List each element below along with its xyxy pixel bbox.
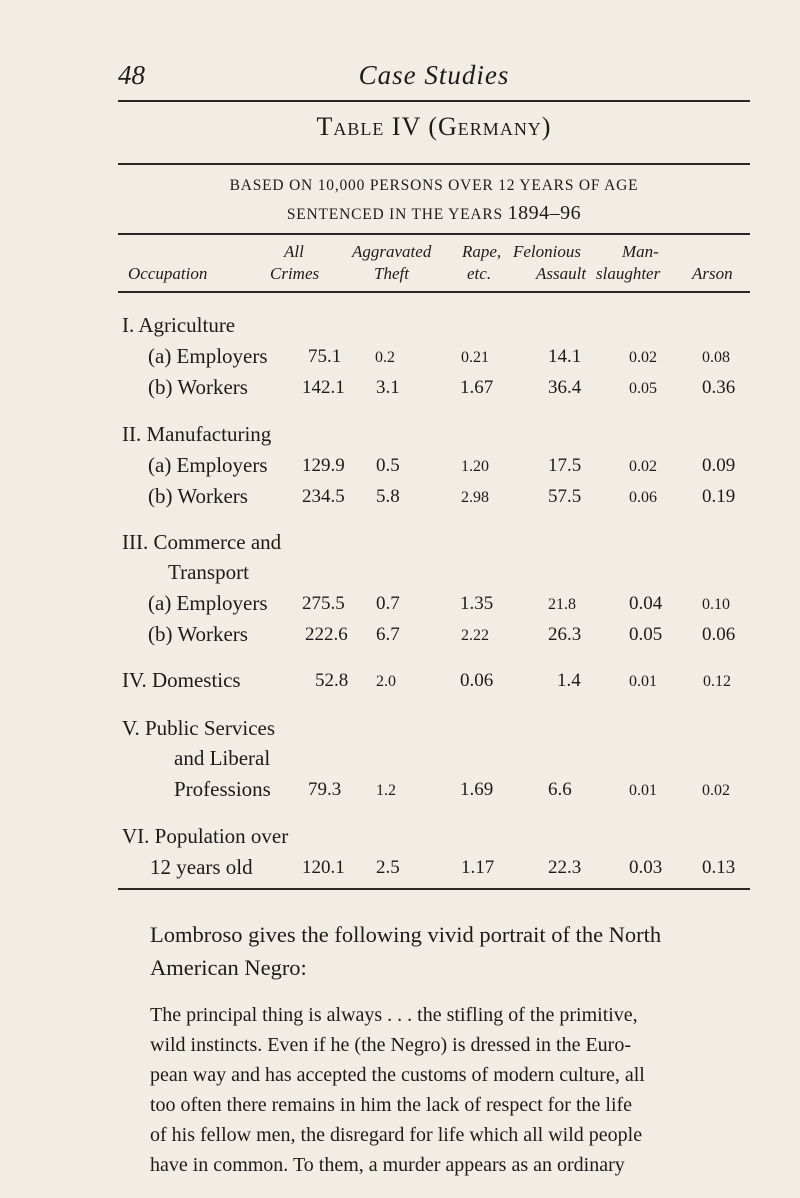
cell-man: 0.05	[629, 380, 657, 397]
basis-text-1: BASED ON 10,000 PERSONS OVER 12 YEARS OF AGE	[229, 177, 639, 194]
quote-line: wild instincts. Even if he (the Negro) is dressed in the Euro-	[150, 1034, 631, 1056]
group-public-services: V. Public Services	[122, 716, 276, 740]
cell-agg: 2.5	[376, 857, 400, 878]
group-agriculture: I. Agriculture	[122, 313, 236, 337]
group-public-services-end: Professions	[174, 777, 271, 801]
cell-rape: 1.17	[461, 857, 495, 878]
cell-arson: 0.12	[703, 673, 731, 690]
row-label: (a) Employers	[148, 591, 268, 615]
cell-man: 0.05	[629, 624, 663, 645]
col-arson: Arson	[692, 264, 733, 283]
group-manufacturing: II. Manufacturing	[122, 422, 272, 446]
row-label: (b) Workers	[148, 484, 248, 508]
basis-years: 1894–96	[507, 202, 582, 224]
cell-fel: 21.8	[548, 596, 576, 613]
cell-all: 142.1	[302, 377, 345, 398]
cell-agg: 5.8	[376, 486, 400, 507]
table-basis-line-2	[118, 202, 750, 225]
intro-paragraph	[150, 918, 750, 984]
col-fel-bottom: Assault	[536, 264, 587, 283]
row-label: (a) Employers	[148, 453, 268, 477]
cell-all: 275.5	[302, 593, 345, 614]
cell-all: 222.6	[305, 624, 348, 645]
quote-line: too often there remains in him the lack of respect for the life	[150, 1094, 633, 1116]
cell-man: 0.06	[629, 489, 657, 506]
cell-agg: 0.2	[375, 349, 395, 366]
cell-man: 0.01	[629, 782, 657, 799]
col-agg-top: Aggravated	[352, 242, 432, 261]
cell-rape: 2.22	[461, 627, 489, 644]
group-commerce-cont: Transport	[168, 560, 249, 584]
col-occupation: Occupation	[128, 264, 208, 283]
table-bottom-rule	[118, 888, 750, 890]
cell-rape: 0.21	[461, 349, 489, 366]
col-all-top: All	[284, 242, 304, 261]
cell-all: 234.5	[302, 486, 345, 507]
cell-man: 0.04	[629, 593, 663, 614]
quote-line: of his fellow men, the disregard for life which all wild people	[150, 1124, 643, 1146]
cell-all: 75.1	[308, 346, 342, 367]
running-head: Case Studies	[358, 60, 510, 90]
cell-agg: 0.7	[376, 593, 400, 614]
cell-all: 129.9	[302, 455, 345, 476]
cell-man: 0.02	[629, 349, 657, 366]
basis-text-2: SENTENCED IN THE YEARS	[286, 206, 503, 223]
cell-fel: 22.3	[548, 857, 582, 878]
cell-agg: 0.5	[376, 455, 400, 476]
cell-arson: 0.10	[702, 596, 730, 613]
cell-fel: 57.5	[548, 486, 582, 507]
cell-man: 0.02	[629, 458, 657, 475]
cell-fel: 17.5	[548, 455, 582, 476]
cell-fel: 14.1	[548, 346, 582, 367]
cell-arson: 0.02	[702, 782, 730, 799]
cell-all: 120.1	[302, 857, 345, 878]
cell-fel: 36.4	[548, 377, 582, 398]
page-header	[118, 60, 750, 100]
cell-arson: 0.09	[702, 455, 736, 476]
table-basis-line-1	[118, 177, 750, 195]
group-population: VI. Population over	[122, 824, 289, 848]
cell-fel: 6.6	[548, 779, 572, 800]
cell-rape: 1.20	[461, 458, 489, 475]
cell-rape: 1.35	[460, 593, 494, 614]
cell-agg: 3.1	[376, 377, 400, 398]
cell-rape: 0.06	[460, 670, 494, 691]
intro-line: Lombroso gives the following vivid portrait of the North	[150, 922, 662, 947]
quote-line: pean way and has accepted the customs of modern culture, all	[150, 1064, 645, 1086]
col-rape-top: Rape,	[462, 242, 502, 261]
table-title: Table IV (Germany)	[316, 112, 552, 141]
group-public-services-cont: and Liberal	[174, 746, 271, 770]
table-head-rule	[118, 291, 750, 293]
cell-man: 0.03	[629, 857, 663, 878]
col-rape-bottom: etc.	[467, 264, 492, 283]
row-label: (b) Workers	[148, 622, 248, 646]
row-label: (b) Workers	[148, 375, 248, 399]
cell-all: 79.3	[308, 779, 342, 800]
cell-arson: 0.36	[702, 377, 736, 398]
page-number: 48	[118, 60, 145, 90]
cell-agg: 6.7	[376, 624, 400, 645]
intro-line: American Negro:	[150, 955, 307, 980]
block-quote	[150, 1000, 750, 1180]
cell-rape: 2.98	[461, 489, 489, 506]
group-population-cont: 12 years old	[150, 855, 253, 879]
table-top-rule	[118, 233, 750, 235]
group-commerce: III. Commerce and	[122, 530, 282, 554]
group-domestics: IV. Domestics	[122, 668, 241, 692]
header-rule	[118, 100, 750, 102]
col-agg-bottom: Theft	[374, 264, 409, 283]
cell-man: 0.01	[629, 673, 657, 690]
col-all-bottom: Crimes	[270, 264, 320, 283]
cell-fel: 1.4	[557, 670, 581, 691]
cell-agg: 2.0	[376, 673, 396, 690]
title-rule	[118, 163, 750, 165]
cell-rape: 1.69	[460, 779, 494, 800]
cell-arson: 0.13	[702, 857, 736, 878]
col-fel-top: Felonious	[513, 242, 581, 261]
quote-line: have in common. To them, a murder appears as an ordinary	[150, 1154, 625, 1176]
quote-line: The principal thing is always . . . the stifling of the primitive,	[150, 1004, 638, 1026]
cell-fel: 26.3	[548, 624, 582, 645]
col-man-bottom: slaughter	[596, 264, 661, 283]
cell-arson: 0.06	[702, 624, 736, 645]
cell-rape: 1.67	[460, 377, 494, 398]
cell-arson: 0.19	[702, 486, 736, 507]
col-man-top: Man-	[622, 242, 659, 261]
cell-arson: 0.08	[702, 349, 730, 366]
cell-all: 52.8	[315, 670, 349, 691]
cell-agg: 1.2	[376, 782, 396, 799]
row-label: (a) Employers	[148, 344, 268, 368]
